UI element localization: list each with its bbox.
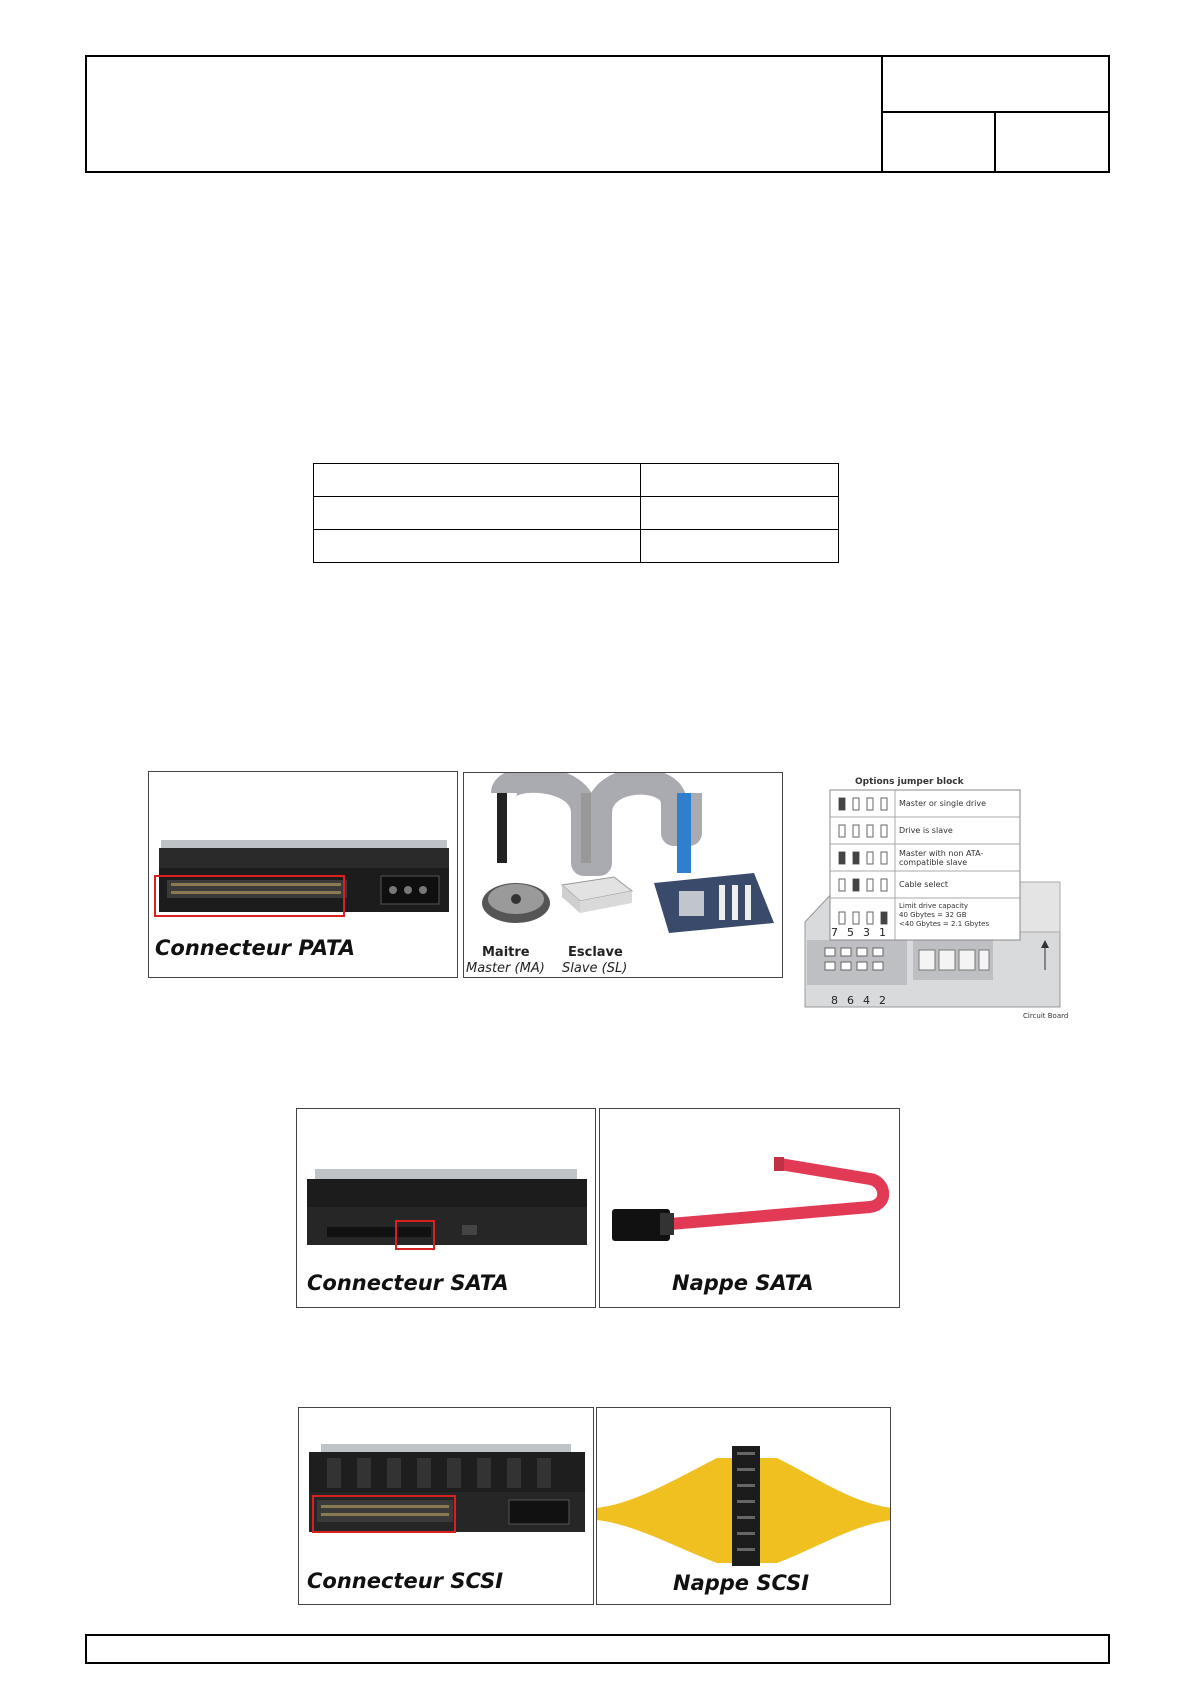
scsi-connector-image <box>298 1407 594 1605</box>
sata-cable-image <box>599 1108 900 1308</box>
jumper-pin-number: 5 <box>847 926 854 939</box>
footer-frame <box>85 1634 1110 1664</box>
table-row <box>314 464 839 497</box>
circuit-board-label: Circuit Board <box>1023 1012 1069 1020</box>
pata-connector-caption: Connecteur PATA <box>155 936 355 960</box>
jumper-drive-graphic <box>795 772 1070 1028</box>
table-row <box>314 530 839 563</box>
jumper-row-label: Cable select <box>899 880 949 889</box>
sata-connector-image <box>296 1108 596 1308</box>
jumper-pin-number: 1 <box>879 926 886 939</box>
sata-cable-caption: Nappe SATA <box>672 1271 814 1295</box>
jumper-pin-number: 7 <box>831 926 838 939</box>
jumper-pin-number: 2 <box>879 994 886 1007</box>
jumper-pin-number: 3 <box>863 926 870 939</box>
jumper-pin-number: 8 <box>831 994 838 1007</box>
jumper-row-label: Limit drive capacity 40 Gbytes = 32 GB <40 Gbytes = 2.1 Gbytes <box>899 902 990 928</box>
jumper-pin-number: 6 <box>847 994 854 1007</box>
jumper-row-label: Drive is slave <box>899 826 953 835</box>
scsi-cable-caption: Nappe SCSI <box>673 1571 810 1595</box>
header-right-bottom-cell <box>881 113 996 173</box>
header-right-top-cell <box>881 55 1110 113</box>
jumper-row-label: Master or single drive <box>899 799 987 808</box>
scsi-connector-caption: Connecteur SCSI <box>307 1569 504 1593</box>
jumper-row-label: Master with non ATA- compatible slave <box>899 849 984 867</box>
jumper-pin-number: 4 <box>863 994 870 1007</box>
scsi-cable-image <box>596 1407 891 1605</box>
pata-connector-image <box>148 771 458 978</box>
slave-label: Esclave <box>568 945 623 960</box>
slave-sub-label: Slave (SL) <box>562 961 628 976</box>
jumper-title: Options jumper block <box>855 777 964 787</box>
empty-table <box>313 463 839 563</box>
sata-connector-caption: Connecteur SATA <box>307 1271 509 1295</box>
table-row <box>314 497 839 530</box>
jumper-diagram <box>795 772 1070 1028</box>
master-label: Maitre <box>482 945 530 960</box>
pata-cable-image <box>463 772 783 978</box>
master-sub-label: Master (MA) <box>466 961 545 976</box>
